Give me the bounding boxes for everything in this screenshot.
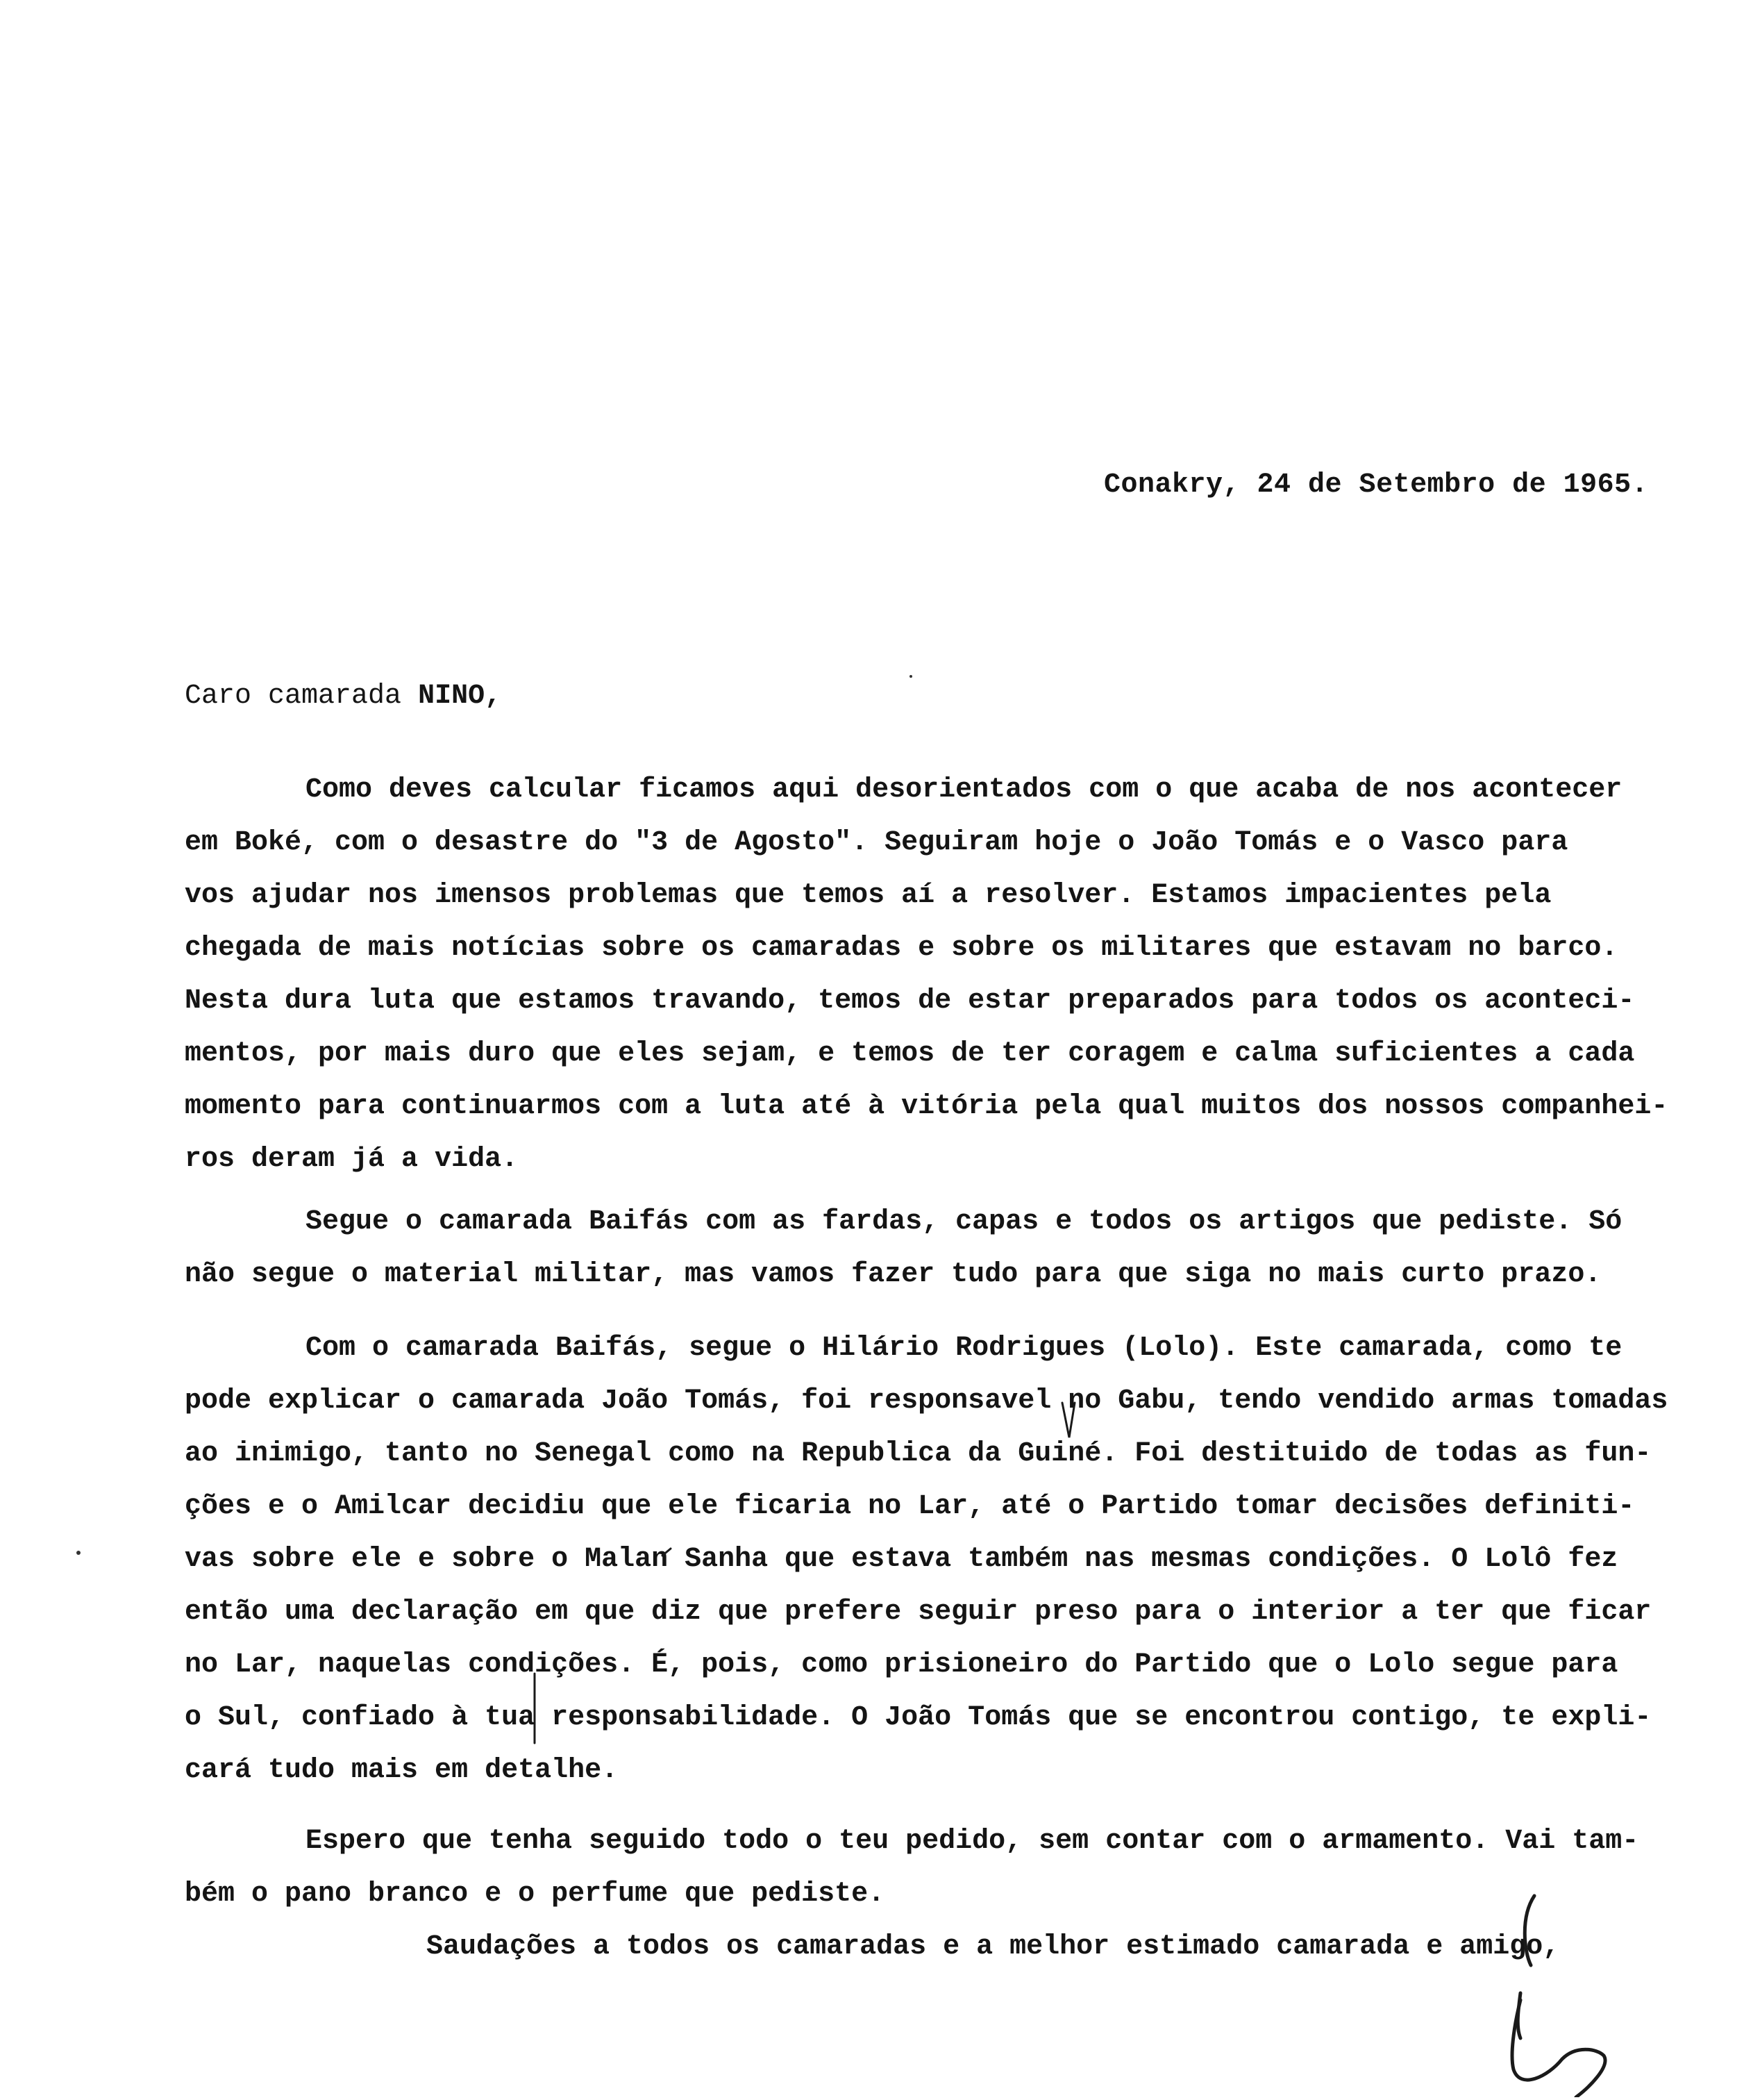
paragraph-line: Espero que tenha seguido todo o teu pedido, sem contar com o armamento. Vai tam- [305, 1826, 1639, 1857]
paragraph-line: o Sul, confiado à tua responsabilidade. O João Tomás que se encontrou contigo, te expli- [185, 1702, 1652, 1733]
paragraph-4 [185, 1815, 1719, 1921]
paragraph-line: Segue o camarada Baifás com as fardas, capas e todos os artigos que pediste. Só [305, 1206, 1623, 1238]
paragraph-line: bém o pano branco e o perfume que pediste. [185, 1878, 885, 1910]
paragraph-line: não segue o material militar, mas vamos fazer tudo para que siga no mais curto prazo. [185, 1259, 1602, 1290]
stray-dot [909, 675, 912, 678]
paragraph-line: momento para continuarmos com a luta até à vitória pela qual muitos dos nossos companhei- [185, 1091, 1668, 1122]
paragraph-line: Nesta dura luta que estamos travando, temos de estar preparados para todos os aconteci- [185, 985, 1635, 1017]
paragraph-line: ções e o Amilcar decidiu que ele ficaria no Lar, até o Partido tomar decisões definiti- [185, 1491, 1635, 1522]
paragraph-line: vos ajudar nos imensos problemas que temos aí a resolver. Estamos impacientes pela [185, 880, 1552, 911]
paragraph-line: então uma declaração em que diz que prefere seguir preso para o interior a ter que ficar [185, 1597, 1652, 1628]
paragraph-line: vas sobre ele e sobre o Malan Sanha que estava também nas mesmas condições. O Lolô fez [185, 1544, 1618, 1575]
paragraph-line: em Boké, com o desastre do "3 de Agosto". Seguiram hoje o João Tomás e o Vasco para [185, 827, 1568, 858]
paragraph-line: pode explicar o camarada João Tomás, foi responsavel no Gabu, tendo vendido armas tomadas [185, 1385, 1668, 1417]
handwritten-signature [1493, 1889, 1632, 2097]
salutation-prefix: Caro camarada [185, 681, 419, 712]
paragraph-2 [185, 1196, 1719, 1301]
insertion-mark [1041, 1389, 1097, 1472]
paragraph-3 [185, 1322, 1719, 1797]
insertion-mark [507, 1667, 562, 1750]
paragraph-line: ros deram já a vida. [185, 1144, 519, 1175]
salutation-name: NINO, [418, 681, 502, 712]
paragraph-line: mentos, por mais duro que eles sejam, e temos de ter coragem e calma suficientes a cada [185, 1038, 1635, 1069]
paragraph-line: chegada de mais notícias sobre os camaradas e sobre os militares que estavam no barco. [185, 933, 1618, 964]
letter-date: Conakry, 24 de Setembro de 1965. [1104, 469, 1649, 501]
paragraph-line: Saudações a todos os camaradas e a melhor estimado camarada e amigo, [426, 1931, 1560, 1962]
paragraph-5 [185, 1921, 1719, 1974]
salutation [185, 681, 501, 712]
paragraph-line: no Lar, naquelas condições. É, pois, como prisioneiro do Partido que o Lolo segue para [185, 1649, 1618, 1681]
paragraph-line: cará tudo mais em detalhe. [185, 1755, 619, 1786]
paragraph-line: Com o camarada Baifás, segue o Hilário Rodrigues (Lolo). Este camarada, como te [305, 1333, 1623, 1364]
stray-dot [76, 1551, 81, 1555]
paragraph-line: Como deves calcular ficamos aqui desorientados com o que acaba de nos acontecer [305, 774, 1623, 806]
paragraph-line: ao inimigo, tanto no Senegal como na Republica da Guiné. Foi destituido de todas as fun- [185, 1438, 1652, 1469]
paragraph-1 [185, 764, 1719, 1186]
accent-mark [639, 1542, 694, 1625]
